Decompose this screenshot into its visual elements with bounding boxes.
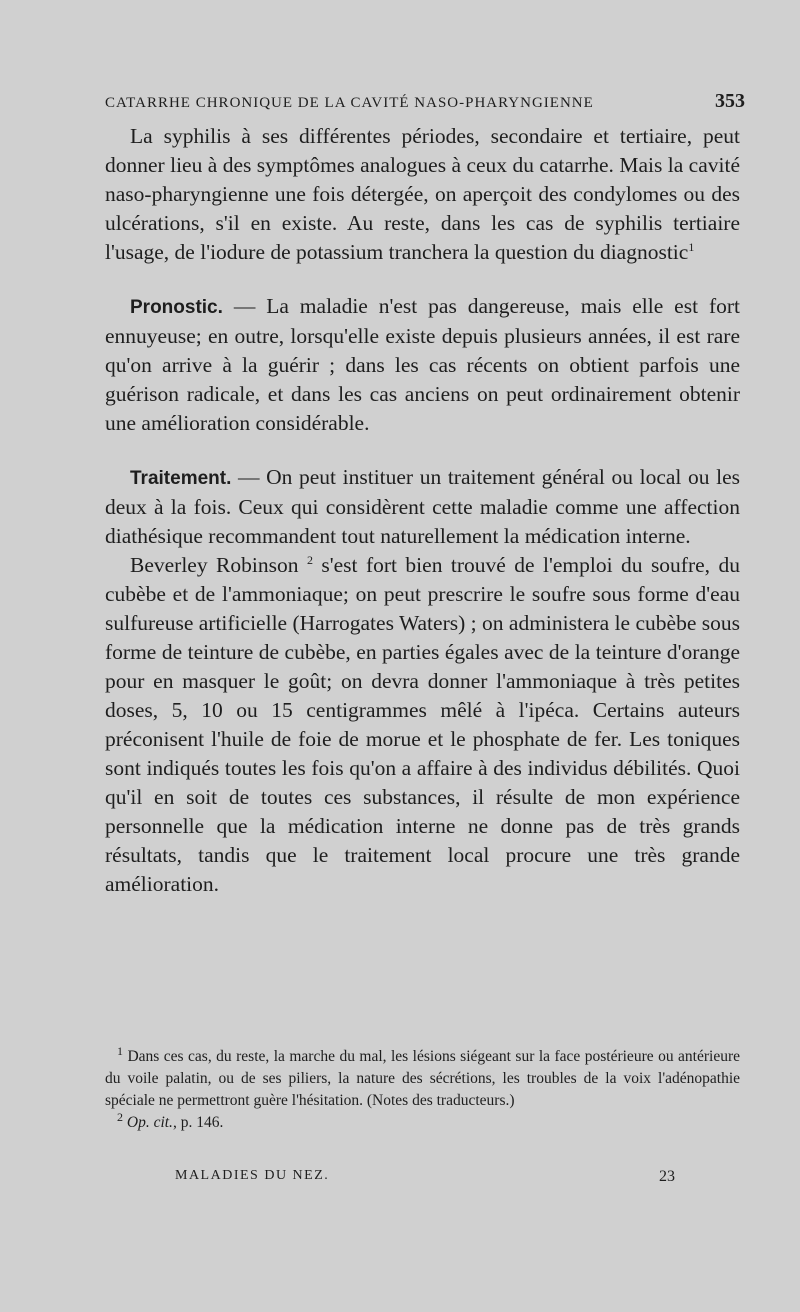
running-header (105, 90, 745, 113)
section-heading: Traitement. (130, 468, 232, 489)
main-text (105, 122, 740, 899)
footnotes (105, 1043, 740, 1134)
paragraph-text: — La maladie n'est pas dangereuse, mais elle est fort ennuyeuse; en outre, lorsqu'elle existe depuis plusieurs années, il est rare qu'on arrive à la guérir ; dans les cas récents on obtient parfois une guérison radicale, et dans les cas anciens on peut ordinairement obtenir une amélioration considérable. (105, 294, 740, 435)
paragraph-text: La syphilis à ses différentes périodes, secondaire et tertiaire, peut donner lieu à des symptômes analogues à ceux du catarrhe. Mais la cavité naso-pharyngienne une fois détergée, on aperçoit des condylomes ou des ulcérations, s'il en existe. Au reste, dans les cas de syphilis tertiaire l'usage, de l'iodure de potassium tranchera la question du diagnostic (105, 124, 740, 264)
paragraph-traitement (105, 463, 740, 551)
paragraph-pronostic (105, 292, 740, 438)
author-name: Beverley Robinson (130, 553, 299, 577)
page-footer (175, 1168, 675, 1186)
footnote-ref: 1 (688, 239, 695, 254)
running-title: CATARRHE CHRONIQUE DE LA CAVITÉ NASO-PHARYNGIENNE (105, 95, 594, 111)
section-heading: Pronostic. (130, 297, 223, 318)
footnote-1 (105, 1043, 740, 1112)
citation: Op. cit. (123, 1114, 173, 1131)
footnote-ref: 2 (306, 552, 313, 567)
signature-mark: MALADIES DU NEZ. (175, 1168, 330, 1183)
paragraph-robinson (105, 551, 740, 899)
sheet-number: 23 (659, 1168, 675, 1185)
paragraph-text: s'est fort bien trouvé de l'emploi du soufre, du cubèbe et de l'ammoniaque; on peut prescrire le soufre sous forme d'eau sulfureuse artificielle (Harrogates Waters) ; on administera le cubèbe sous forme de teinture de cubèbe, en parties égales avec de la teinture d'orange pour en masquer le goût; on devra donner l'ammoniaque à très petites doses, 5, 10 ou 15 centigrammes mêlé à l'ipéca. Certains auteurs préconisent l'huile de foie de morue et le phosphate de fer. Les toniques sont indiqués toutes les fois qu'on a affaire à des individus débilités. Quoi qu'il en soit de toutes ces substances, il résulte de mon expérience personnelle que la médication interne ne donne pas de très grands résultats, tandis que le traitement local procure une très grande amélioration. (105, 553, 740, 896)
footnote-mark: 2 (117, 1109, 123, 1124)
footnote-2 (105, 1109, 740, 1134)
footnote-mark: 1 (117, 1043, 123, 1058)
paragraph-text: — On peut instituer un traitement général ou local ou les deux à la fois. Ceux qui considèrent cette maladie comme une affection diathésique recommandent tout naturellement la médication interne. (105, 465, 740, 548)
footnote-text: , p. 146. (172, 1114, 224, 1131)
paragraph-syphilis (105, 122, 740, 267)
footnote-text: Dans ces cas, du reste, la marche du mal, les lésions siégeant sur la face postérieure ou antérieure du voile palatin, ou de ses piliers, la nature des sécrétions, les troubles de la voix l'adénopathie spéciale ne permettront guère l'hésitation. (Notes des traducteurs.) (105, 1048, 740, 1109)
page-number: 353 (715, 90, 745, 112)
